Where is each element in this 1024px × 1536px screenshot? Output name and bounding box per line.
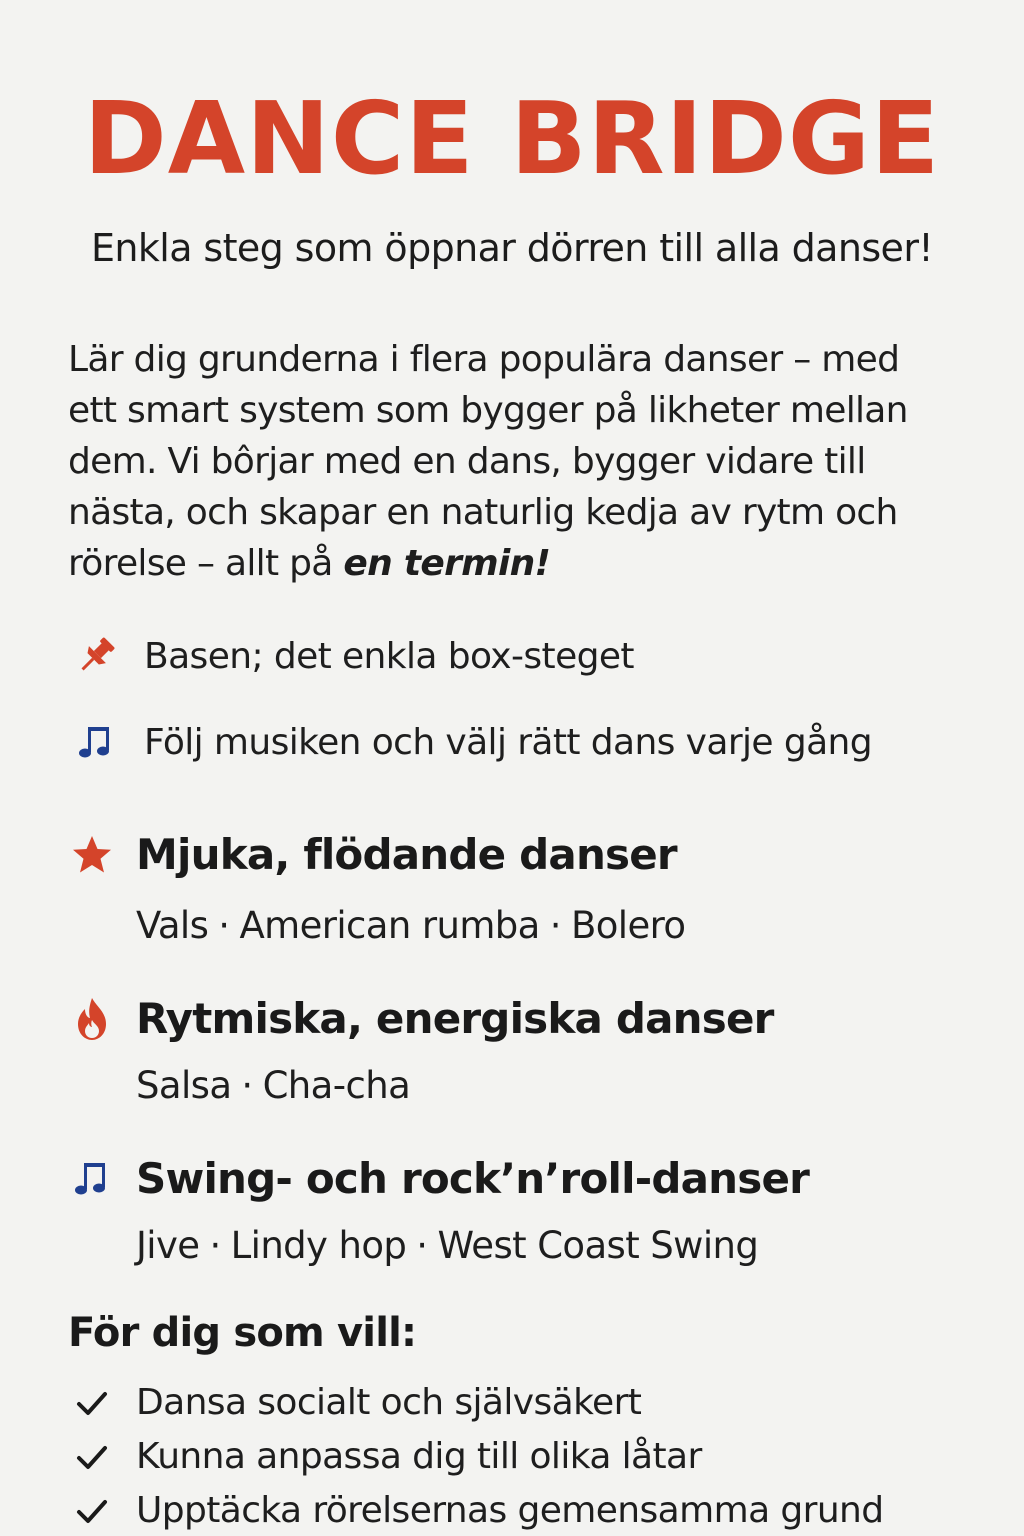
group-heading-smooth [70, 830, 677, 879]
checkmark-icon [72, 1383, 112, 1423]
feature-item-music [72, 718, 872, 766]
dance-name: Cha-cha [262, 1064, 411, 1107]
group-heading-text: Swing- och rock’n’roll-danser [136, 1154, 810, 1203]
dance-name: Lindy hop [230, 1224, 407, 1267]
feature-item-basics [72, 632, 634, 680]
audience-item [72, 1436, 702, 1477]
page-title: DANCE BRIDGE [83, 80, 941, 197]
audience-item-label: Upptäcka rörelsernas gemensamma grund [136, 1490, 884, 1531]
dance-name: Jive [136, 1224, 200, 1267]
audience-item-label: Dansa socialt och självsäkert [136, 1382, 642, 1423]
fire-icon [70, 995, 114, 1043]
dance-name: Vals [136, 904, 209, 947]
audience-heading: För dig som vill: [68, 1310, 417, 1356]
music-note-icon [72, 718, 120, 766]
audience-item [72, 1490, 884, 1531]
dance-name: Bolero [570, 904, 686, 947]
checkmark-icon [72, 1491, 112, 1531]
dance-name: American rumba [239, 904, 540, 947]
star-icon [70, 831, 114, 879]
checkmark-icon [72, 1437, 112, 1477]
audience-item-label: Kunna anpassa dig till olika låtar [136, 1436, 702, 1477]
feature-label: Basen; det enkla box-steget [144, 635, 634, 677]
dance-name: Salsa [136, 1064, 232, 1107]
group-dances-smooth: Vals · American rumba · Bolero [136, 904, 686, 947]
intro-emphasis: en termin! [343, 543, 551, 584]
group-dances-swing: Jive · Lindy hop · West Coast Swing [136, 1224, 759, 1267]
group-heading-text: Mjuka, flödande danser [136, 830, 677, 879]
group-heading-rhythmic [70, 994, 774, 1043]
group-heading-swing [70, 1154, 809, 1203]
group-dances-rhythmic: Salsa · Cha-cha [136, 1064, 411, 1107]
audience-item [72, 1382, 641, 1423]
dance-name: West Coast Swing [437, 1224, 759, 1267]
intro-paragraph [68, 334, 948, 589]
music-note-icon [70, 1155, 114, 1203]
group-heading-text: Rytmiska, energiska danser [136, 994, 774, 1043]
feature-label: Följ musiken och välj rätt dans varje gång [144, 721, 873, 763]
pushpin-icon [72, 632, 120, 680]
page-subtitle: Enkla steg som öppnar dörren till alla danser! [90, 226, 933, 270]
intro-text: Lär dig grunderna i flera populära danser – med ett smart system som bygger på likheter mellan dem. Vi bôrjar med en dans, bygger vidare till nästa, och skapar en naturlig kedja av rytm och rörelse – allt på [68, 339, 908, 584]
